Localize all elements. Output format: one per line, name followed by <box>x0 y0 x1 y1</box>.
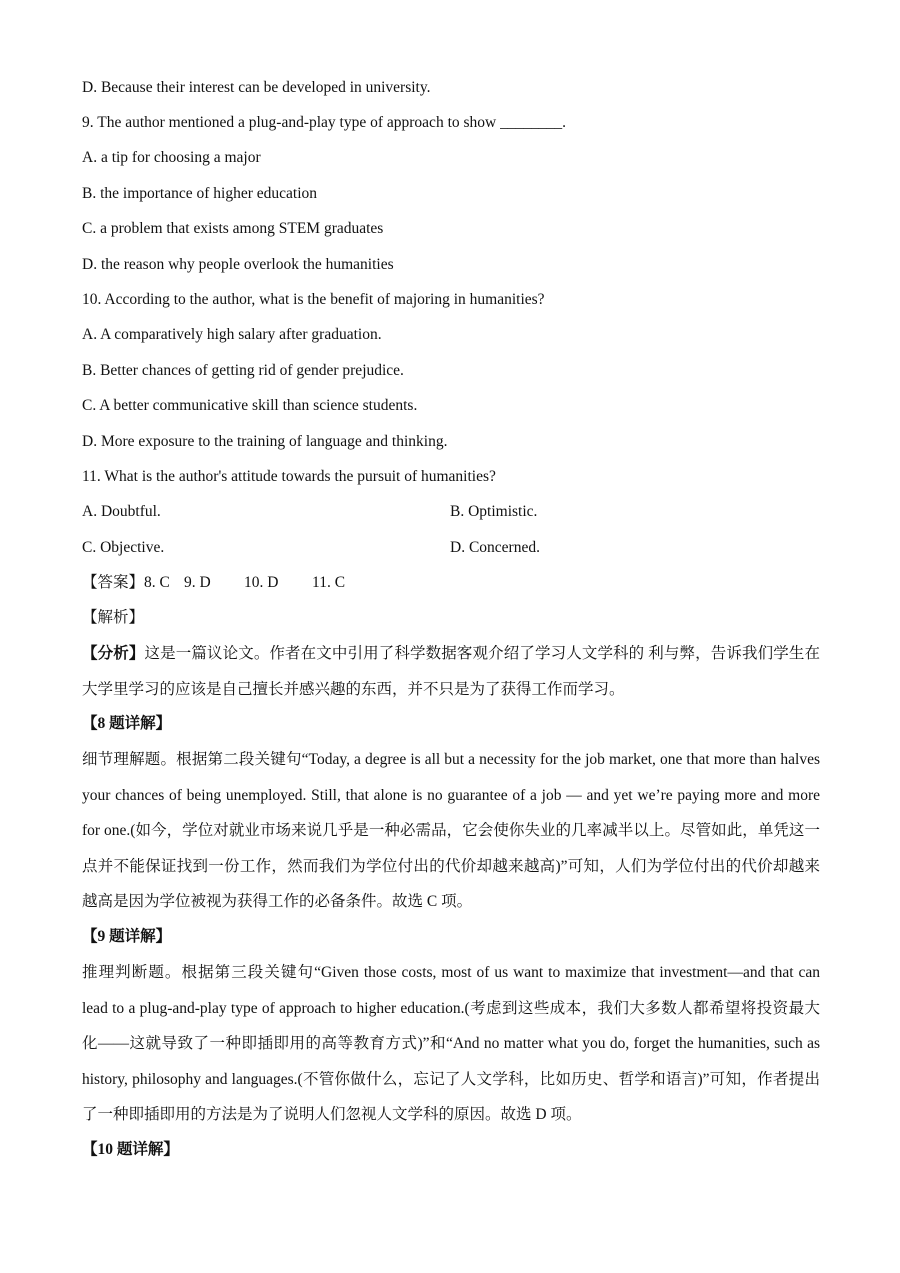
q9-option-b: B. the importance of higher education <box>82 185 318 202</box>
q8-detail-text: 细节理解题。根据第二段关键句“Today, a degree is all but a necessity for the job market, one that more than halves your chances of being unemployed. Still, that alone is no guarantee of a job — and yet we’re paying more and more for one.(如今，学位对就业市场来说几乎是一种必需品，它会使你失业的几率减半以上。尽管如此，单凭这一点并不能保证找到一份工作，然而我们为学位付出的代价却越来越高)”可知，人们为学位付出的代价却越来越高是因为学位被视为获得工作的必备条件。故选 C 项。 <box>82 751 820 910</box>
answer-item: 10. D <box>244 574 279 591</box>
q8-detail-heading: 【8 题详解】 <box>82 715 172 732</box>
q9-option-c: C. a problem that exists among STEM graduates <box>82 220 384 237</box>
q9-detail-heading: 【9 题详解】 <box>82 928 172 945</box>
fenxi-text: 这是一篇议论文。作者在文中引用了科学数据客观介绍了学习人文学科的 利与弊，告诉我们学生在大学里学习的应该是自己擅长并感兴趣的东西，并不只是为了获得工作而学习。 <box>82 645 820 698</box>
q10-option-a: A. A comparatively high salary after graduation. <box>82 326 382 343</box>
analysis-label: 【解析】 <box>82 609 145 626</box>
q11-stem: 11. What is the author's attitude towards the pursuit of humanities? <box>82 468 496 485</box>
q9-option-a: A. a tip for choosing a major <box>82 149 261 166</box>
q10-option-d: D. More exposure to the training of language and thinking. <box>82 433 448 450</box>
q11-option-c: C. Objective. <box>82 539 165 556</box>
q9-stem: 9. The author mentioned a plug-and-play type of approach to show ________. <box>82 114 566 131</box>
q9-option-d: D. the reason why people overlook the humanities <box>82 256 394 273</box>
q9-detail-text: 推理判断题。根据第三段关键句“Given those costs, most of us want to maximize that investment—and that can lead to a plug-and-play type of approach to higher education.(考虑到这些成本，我们大多数人都希望将投资最大化——这就导致了一种即插即用的高等教育方式)”和“And no matter what you do, forget the humanities, such as history, philosophy and languages.(不管你做什么，忘记了人文学科，比如历史、哲学和语言)”可知，作者提出了一种即插即用的方法是为了说明人们忽视人文学科的原因。故选 D 项。 <box>82 964 820 1123</box>
fenxi-paragraph <box>82 636 820 707</box>
q10-detail-heading: 【10 题详解】 <box>82 1141 179 1158</box>
q11-option-b: B. Optimistic. <box>450 503 538 520</box>
answer-item: 11. C <box>312 574 346 591</box>
answer-label: 【答案】 <box>82 574 145 591</box>
q10-option-b: B. Better chances of getting rid of gender prejudice. <box>82 362 404 379</box>
q8-option-d: D. Because their interest can be developed in university. <box>82 79 431 96</box>
fenxi-label: 【分析】 <box>82 645 145 662</box>
q10-stem: 10. According to the author, what is the benefit of majoring in humanities? <box>82 291 545 308</box>
q10-option-c: C. A better communicative skill than science students. <box>82 397 418 414</box>
answer-line <box>82 573 345 593</box>
answer-item: 8. C <box>144 574 170 591</box>
answer-item: 9. D <box>184 574 211 591</box>
q11-option-d: D. Concerned. <box>450 539 540 556</box>
q11-option-a: A. Doubtful. <box>82 503 161 520</box>
